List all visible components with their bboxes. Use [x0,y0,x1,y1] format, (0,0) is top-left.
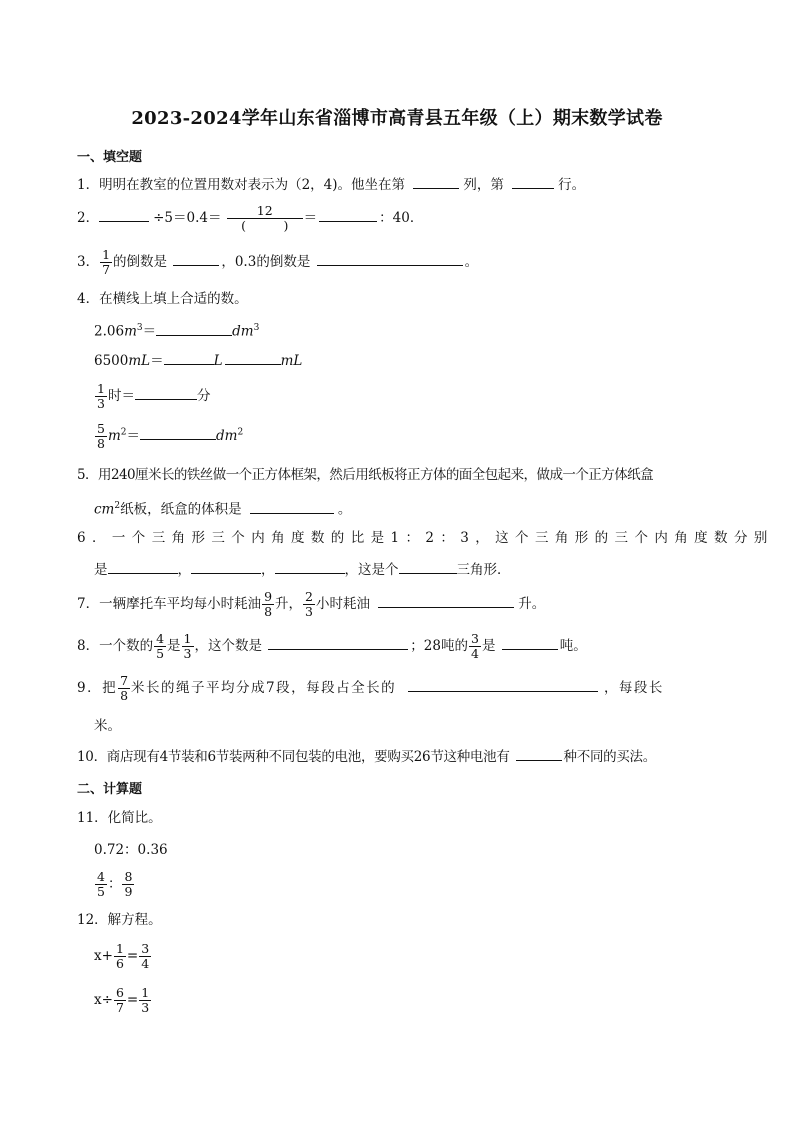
fraction: $\frac{3}{4}$ [141,941,150,971]
question-9: 9．把 $\frac{7}{8}$ 米长的绳子平均分成7段，每段占全长的 ，每段长 [77,673,664,703]
answer-blank[interactable] [268,635,408,650]
question-9-cont: 米。 [94,718,121,734]
fraction: $\frac{1}{6}$ [115,941,124,971]
answer-blank[interactable] [512,174,554,189]
question-7: 7．一辆摩托车平均每小时耗油 $\frac{9}{8}$ 升， $\frac{2}{3}$ 小时耗油 升。 [77,589,546,619]
question-11: 11．化简比。 [77,810,162,826]
q4-line-2: 6500mL＝ L mL [94,350,302,371]
answer-blank[interactable] [156,321,232,336]
fraction: $\frac{9}{8}$ [264,589,273,619]
question-6-cont: 是 ， ， ，这是个 三角形． [94,559,511,580]
q4-line-1: $2.06m^3= dm^3$ [94,318,259,342]
question-10: 10．商店现有4节装和6节装两种不同包装的电池，要购买26节这种电池有 种不同的买法。 [77,746,656,767]
fraction: $\frac{1}{7}$ [102,247,111,277]
answer-blank[interactable] [164,350,214,365]
answer-blank[interactable] [191,559,261,574]
answer-blank[interactable] [378,593,514,608]
answer-blank[interactable] [408,677,598,692]
fraction: $\frac{4}{5}$ [97,869,105,899]
q12-equation-1: x+ $\frac{1}{6}$ = $\frac{3}{4}$ [94,941,150,971]
fraction: $\frac{12}{( )}$ [227,204,303,233]
q11-line-1: 0.72：0.36 [94,842,168,858]
question-12: 12．解方程。 [77,912,162,928]
q12-equation-2: x÷ $\frac{6}{7}$ = $\frac{1}{3}$ [94,985,150,1015]
question-2: 2． ÷5＝0.4＝ $\frac{12}{( )}$ ＝ ：40． [77,203,424,233]
q4-line-3: $\frac{1}{3}$ 时＝ 分 [97,381,211,411]
q11-line-2: $\frac{4}{5}$ ： $\frac{8}{9}$ [97,869,133,899]
question-4: 4．在横线上填上合适的数。 [77,291,248,307]
question-5-cont: $cm^2$纸板，纸盒的体积是 。 [94,496,351,520]
answer-blank[interactable] [173,251,219,266]
question-3: 3． $\frac{1}{7}$ 的倒数是 ，0.3的倒数是 。 [77,247,479,277]
question-5: 5．用240厘米长的铁丝做一个正方体框架，然后用纸板将正方体的面全包起来，做成一个正方体纸盒 [77,467,654,483]
answer-blank[interactable] [516,746,562,761]
fraction: $\frac{6}{7}$ [115,985,124,1015]
fraction: $\frac{5}{8}$ [97,421,105,451]
answer-blank[interactable] [502,635,558,650]
fraction: $\frac{2}{3}$ [305,589,313,619]
section-fill-in: 一、填空题 [77,150,143,165]
section-calculation: 二、计算题 [77,782,143,797]
fraction: $\frac{8}{9}$ [124,869,133,899]
answer-blank[interactable] [275,559,345,574]
answer-blank[interactable] [140,425,216,440]
answer-blank[interactable] [319,207,377,222]
fraction: $\frac{1}{3}$ [141,985,150,1015]
q4-line-4: $\frac{5}{8}$ $m^2= dm^2$ [97,421,244,451]
answer-blank[interactable] [99,207,149,222]
page-title: 2023-2024学年山东省淄博市高青县五年级（上）期末数学试卷 [131,108,663,129]
answer-blank[interactable] [108,559,178,574]
question-1: 1．明明在教室的位置用数对表示为（2，4)。他坐在第 列，第 行。 [77,174,585,195]
answer-blank[interactable] [317,251,463,266]
answer-blank[interactable] [413,174,459,189]
fraction: $\frac{3}{4}$ [470,631,479,661]
fraction: $\frac{1}{3}$ [97,381,105,411]
answer-blank[interactable] [250,499,334,514]
fraction: $\frac{7}{8}$ [120,673,129,703]
answer-blank[interactable] [225,350,281,365]
fraction: $\frac{4}{5}$ [156,631,165,661]
question-8: 8．一个数的 $\frac{4}{5}$ 是 $\frac{1}{3}$ ，这个数是 ；28吨的 $\frac{3}{4}$ 是 吨。 [77,631,587,661]
fraction: $\frac{1}{3}$ [183,631,192,661]
question-6: 6．一个三角形三个内角度数的比是1：2：3，这个三角形的三个内角度数分别 [77,530,774,546]
answer-blank[interactable] [399,559,457,574]
answer-blank[interactable] [135,385,197,400]
